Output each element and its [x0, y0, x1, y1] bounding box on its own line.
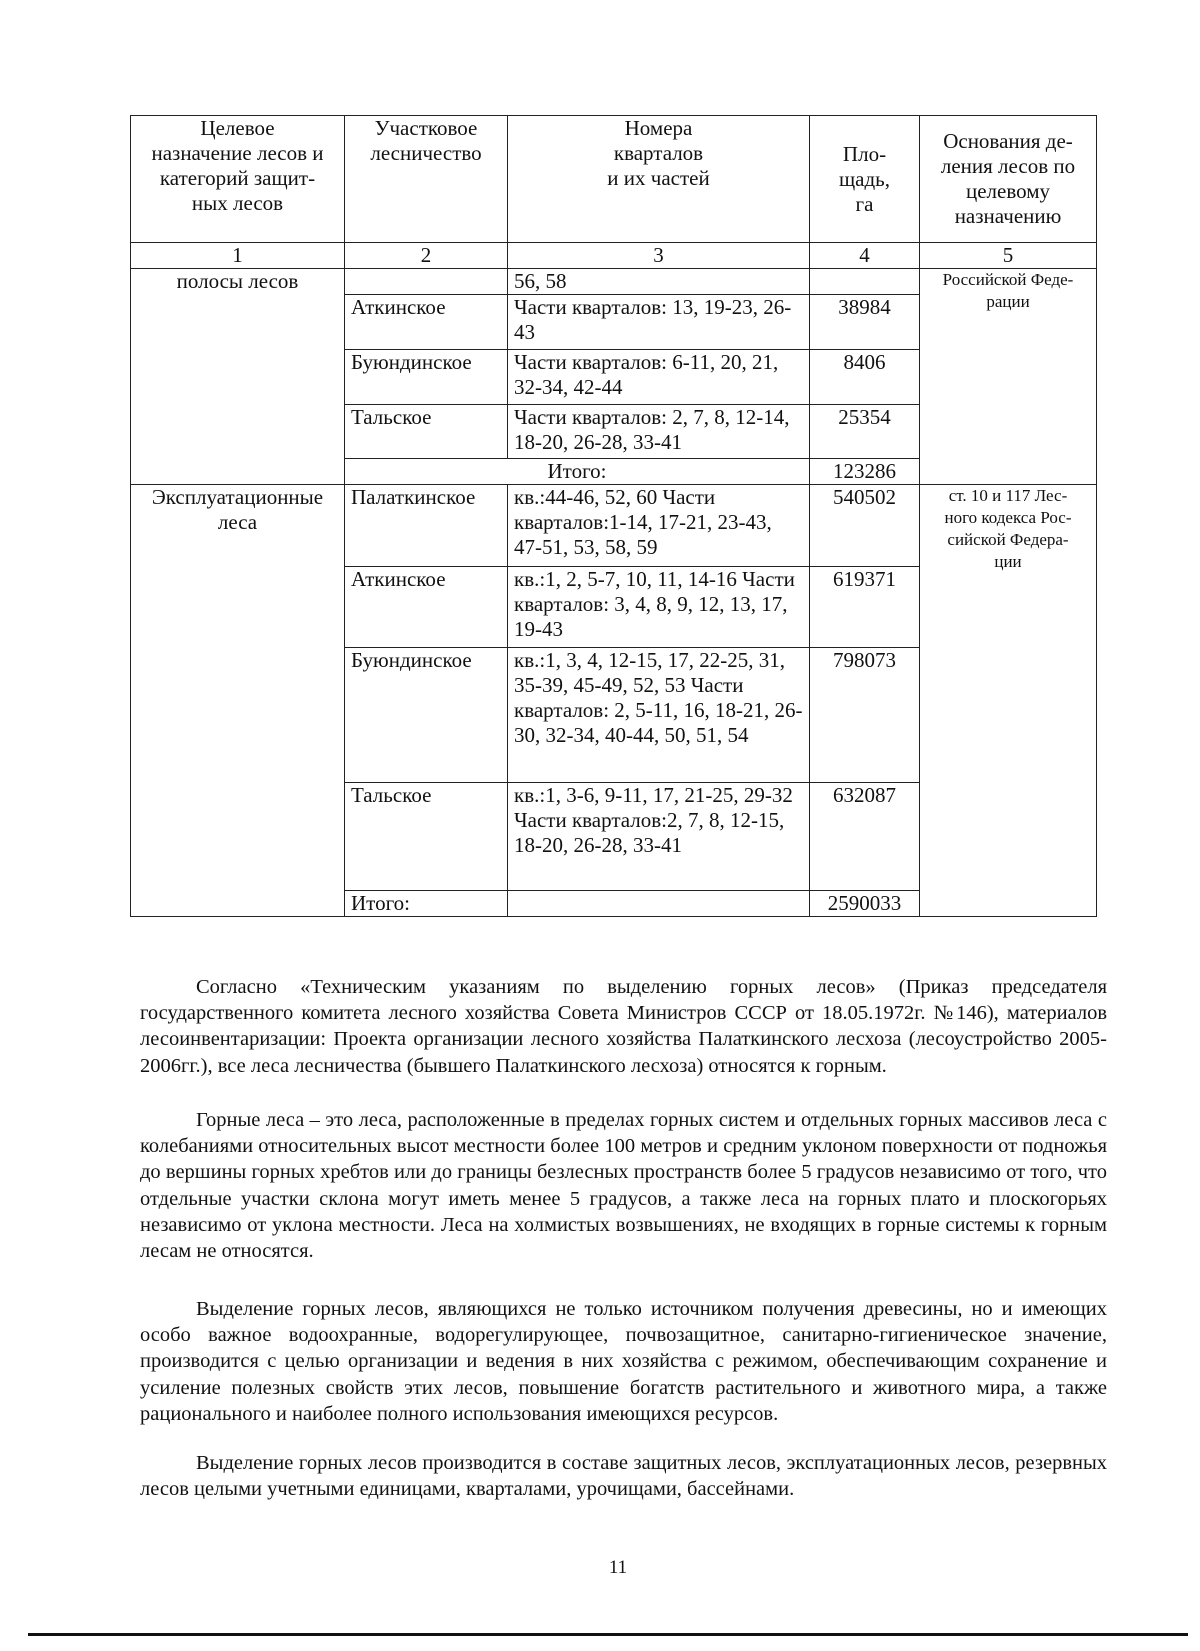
district-cell: Буюндинское	[345, 648, 508, 783]
basis-line: ст. 10 и 117 Лес-	[948, 486, 1068, 505]
total-label: Итого:	[345, 891, 508, 917]
header-quarters	[508, 116, 810, 243]
header-basis	[920, 116, 1097, 243]
header-line: лесничество	[370, 141, 482, 165]
paragraph: Выделение горных лесов, являющихся не только источником получения древесины, но и имеющих особо важное водоохранные, водорегулирующее, почвозащитное, санитарно-гигиеническое значение, производится с целью организации и ведения в них хозяйства с режимом, обеспечивающим сохранение и усиление полезных свойств этих лесов, повышение богатств растительного и животного мира, а также рационального и наиболее полного использования имеющихся ресурсов.	[140, 1298, 1107, 1425]
paragraph: Согласно «Техническим указаниям по выделению горных лесов» (Приказ председателя государственного комитета лесного хозяйства Совета Министров СССР от 18.05.1972г. №146), материалов лесоинвентаризации: Проекта организации лесного хозяйства Палаткинского лесхоза (лесоустройство 2005-2006гг.), все леса лесничества (бывшего Палаткинского лесхоза) относятся к горным.	[140, 976, 1107, 1077]
quarters-cell: кв.:1, 2, 5-7, 10, 11, 14-16 Части кварталов: 3, 4, 8, 9, 12, 13, 17, 19-43	[508, 567, 810, 648]
header-line: Пло-	[842, 141, 887, 166]
header-line: щадь,	[838, 166, 890, 191]
category-cell: полосы лесов	[131, 269, 345, 485]
district-cell: Тальское	[345, 783, 508, 891]
forest-division-table	[130, 115, 1097, 917]
paragraph: Горные леса – это леса, расположенные в пределах горных систем и отдельных горных массивов леса с колебаниями относительных высот местности более 100 метров и средним уклоном поверхности от подножья до вершины горных хребтов или до границы безлесных пространств более 5 градусов независимо от того, что отдельные участки склона могут иметь менее 5 градусов, а также леса на горных плато и плоскогорьях независимо от уклона местности. Леса на холмистых возвышениях, не входящих в горные системы к горным лесам не относятся.	[140, 1109, 1107, 1263]
header-area	[810, 116, 920, 243]
quarters-cell: кв.:44-46, 52, 60 Части кварталов:1-14, 17-21, 23-43, 47-51, 53, 58, 59	[508, 485, 810, 567]
table-row	[131, 485, 1097, 567]
column-number: 4	[810, 243, 920, 269]
category-cell: Эксплуатационные леса	[131, 485, 345, 917]
header-line: назначение лесов и	[151, 141, 324, 165]
header-line: целевому	[965, 179, 1051, 203]
header-line: и их частей	[607, 166, 710, 190]
area-cell: 619371	[810, 567, 920, 648]
district-cell: Аткинское	[345, 567, 508, 648]
column-number: 1	[131, 243, 345, 269]
basis-cell	[920, 485, 1097, 917]
header-line: Номера	[624, 116, 693, 140]
bottom-rule	[28, 1633, 1188, 1636]
header-line: назначению	[954, 204, 1062, 228]
header-line: Основания де-	[943, 129, 1073, 153]
basis-cell	[920, 269, 1097, 485]
total-area: 123286	[810, 459, 920, 485]
column-number-row	[131, 243, 1097, 269]
paragraph: Выделение горных лесов производится в составе защитных лесов, эксплуатационных лесов, резервных лесов целыми учетными единицами, кварталами, урочищами, бассейнами.	[140, 1452, 1107, 1501]
header-line: Участковое	[374, 116, 478, 140]
area-cell: 8406	[810, 350, 920, 405]
header-district	[345, 116, 508, 243]
quarters-cell: кв.:1, 3, 4, 12-15, 17, 22-25, 31, 35-39, 45-49, 52, 53 Части кварталов: 2, 5-11, 16, 18-21, 26-30, 32-34, 40-44, 50, 51, 54	[508, 648, 810, 783]
quarters-cell: Части кварталов: 6-11, 20, 21, 32-34, 42-44	[508, 350, 810, 405]
area-cell	[810, 269, 920, 295]
quarters-cell: кв.:1, 3-6, 9-11, 17, 21-25, 29-32 Части кварталов:2, 7, 8, 12-15, 18-20, 26-28, 33-41	[508, 783, 810, 891]
total-label: Итого:	[345, 459, 810, 485]
district-cell: Тальское	[345, 405, 508, 459]
basis-line: ции	[994, 552, 1022, 571]
column-number: 3	[508, 243, 810, 269]
header-line: Целевое	[200, 116, 275, 140]
district-cell: Буюндинское	[345, 350, 508, 405]
header-purpose	[131, 116, 345, 243]
basis-line: Российской Феде-	[942, 270, 1074, 289]
basis-line: ного кодекса Рос-	[944, 508, 1072, 527]
blank-cell	[508, 891, 810, 917]
district-cell	[345, 269, 508, 295]
column-number: 5	[920, 243, 1097, 269]
basis-line: сийской Федера-	[947, 530, 1069, 549]
header-line: кварталов	[613, 141, 704, 165]
table-row	[131, 269, 1097, 295]
area-cell: 25354	[810, 405, 920, 459]
header-line: ных лесов	[191, 191, 284, 215]
quarters-cell: Части кварталов: 13, 19-23, 26-43	[508, 295, 810, 350]
area-cell: 38984	[810, 295, 920, 350]
quarters-cell: 56, 58	[508, 269, 810, 295]
page-number: 11	[608, 1557, 628, 1578]
district-cell: Аткинское	[345, 295, 508, 350]
header-line: га	[855, 191, 874, 216]
area-cell: 632087	[810, 783, 920, 891]
header-line: ления лесов по	[940, 154, 1076, 178]
district-cell: Палаткинское	[345, 485, 508, 567]
total-area: 2590033	[810, 891, 920, 917]
area-cell: 540502	[810, 485, 920, 567]
header-line: категорий защит-	[159, 166, 316, 190]
quarters-cell: Части кварталов: 2, 7, 8, 12-14, 18-20, 26-28, 33-41	[508, 405, 810, 459]
table-header-row	[131, 116, 1097, 243]
area-cell: 798073	[810, 648, 920, 783]
column-number: 2	[345, 243, 508, 269]
basis-line: рации	[986, 292, 1030, 311]
